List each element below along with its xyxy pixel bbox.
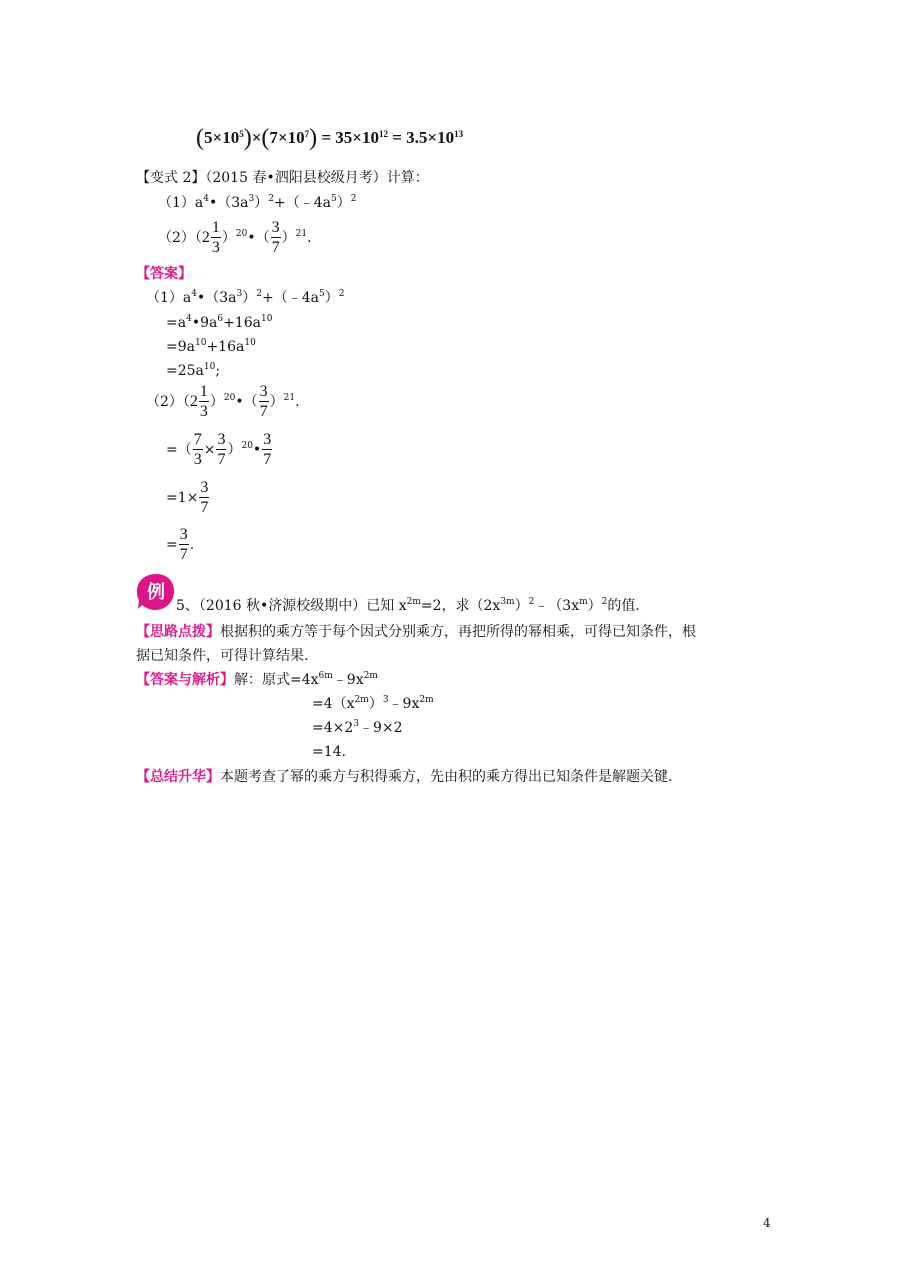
fraction: $\frac{1}{3}$ xyxy=(211,219,220,256)
formula-term: 5 xyxy=(204,128,213,147)
solution-step: =14. xyxy=(312,744,346,760)
formula-top: $(5\times 10^5)\times(7\times 10^7) = 35\times 10^{12} = 3.5\times 10^{13}$ xyxy=(196,125,464,151)
example5-problem: 5、（2016 秋•济源校级期中）已知 $x^{2m}=2$，求$(2x^{3m})^2﹣(3x^m)^2$的值. xyxy=(176,597,640,614)
summary-label: 【总结升华】 xyxy=(136,769,220,785)
fraction: $\frac{3}{7}$ xyxy=(271,219,280,256)
fraction: $\frac{3}{7}$ xyxy=(259,383,268,420)
example-badge-text: 例 xyxy=(147,582,165,603)
answer-step: $=9a^{10}+16a^{10}$ xyxy=(166,338,256,355)
solution-line-1: 【答案与解析】解：原式$=4x^{6m}﹣9x^{2m}$ xyxy=(136,671,378,688)
answer-step: （2）（2 $\frac{1}{3}$ ）$^{20}$•（ $\frac{3}{7}$ ）$^{21}$. xyxy=(146,383,300,420)
fraction: $\frac{3}{7}$ xyxy=(200,479,209,516)
solution-step: $=4\times 2^3﹣9\times 2$ xyxy=(312,719,403,736)
answer-step: $=25a^{10}$; xyxy=(166,362,221,379)
fraction: $\frac{7}{3}$ xyxy=(193,431,202,468)
solution-label: 【答案与解析】 xyxy=(136,672,234,688)
answer-step: =1× $\frac{3}{7}$ xyxy=(166,479,209,516)
hint-line-1: 【思路点拨】根据积的乘方等于每个因式分别乘方，再把所得的幂相乘，可得已知条件，根 xyxy=(136,624,696,640)
variant2-header xyxy=(136,168,429,188)
fraction: $\frac{3}{7}$ xyxy=(179,526,188,563)
answer-step: = $\frac{3}{7}$ . xyxy=(166,526,195,563)
answer-step: $(1)a^4•(3a^3)^2+(﹣4a^5)^2$ xyxy=(146,289,345,306)
variant2-label: 【变式 2】 xyxy=(136,170,206,186)
hint-label: 【思路点拨】 xyxy=(136,624,220,640)
example-badge-icon xyxy=(136,572,176,612)
hint-line-2: 据已知条件，可得计算结果. xyxy=(136,648,309,664)
answer-step: =（ $\frac{7}{3}$ × $\frac{3}{7}$ ）$^{20}$• $\frac{3}{7}$ xyxy=(166,431,272,468)
summary: 【总结升华】本题考查了幂的乘方与积得乘方，先由积的乘方得出已知条件是解题关键. xyxy=(136,769,673,785)
answer-label: 【答案】 xyxy=(136,266,192,282)
answer-step: $=a^4•9a^6+16a^{10}$ xyxy=(166,314,273,331)
solution-step: $=4(x^{2m})^3﹣9x^{2m}$ xyxy=(312,695,434,712)
fraction: $\frac{3}{7}$ xyxy=(263,431,272,468)
fraction: $\frac{3}{7}$ xyxy=(217,431,226,468)
variant2-question-2: （2）（2 $\frac{1}{3}$ ）$^{20}$•（ $\frac{3}{7}$ ）$^{21}$. xyxy=(158,219,312,256)
fraction: $\frac{1}{3}$ xyxy=(199,383,208,420)
variant2-source: （2015 春•泗阳县校级月考）计算： xyxy=(205,170,429,186)
variant2-question-1: $(1)a^4•(3a^3)^2+(﹣4a^5)^2$ xyxy=(158,194,357,211)
page-number: 4 xyxy=(763,1216,771,1230)
